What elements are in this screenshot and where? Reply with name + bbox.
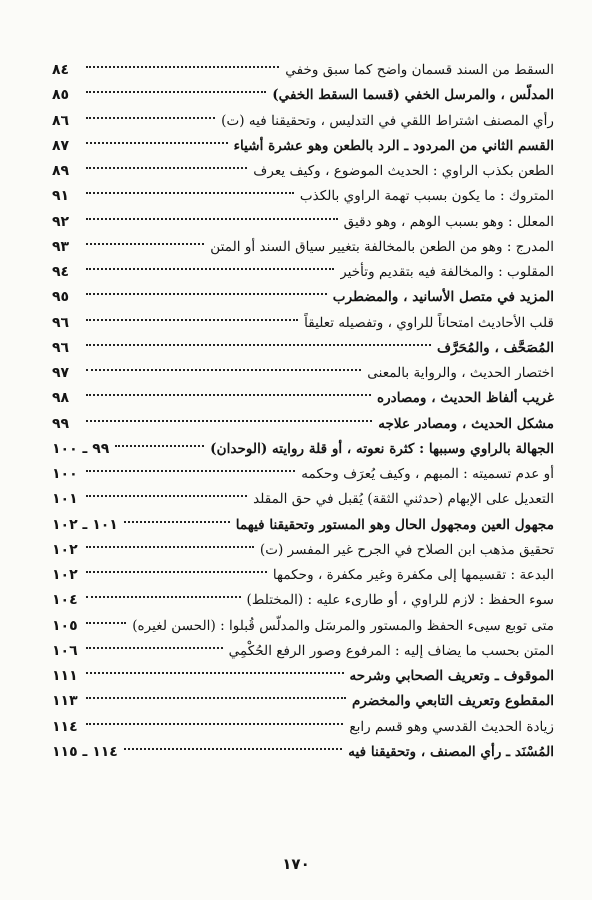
leader-dots xyxy=(86,91,266,93)
toc-entry-page: ٩١ xyxy=(52,188,70,205)
toc-entry-page: ٨٧ xyxy=(52,137,70,154)
toc-entry xyxy=(52,437,554,462)
toc-entry-title: المقطوع وتعريف التابعي والمخضرم xyxy=(351,693,554,710)
toc-entry-page: ٩٩ ـ ١٠٠ xyxy=(52,440,110,457)
toc-entry-title: مشكل الحديث ، ومصادر علاجه xyxy=(378,415,554,432)
leader-dots xyxy=(86,243,204,245)
toc-entry-title: اختصار الحديث ، والرواية بالمعنى xyxy=(367,365,554,381)
toc-entry-page: ٩٨ xyxy=(52,390,70,407)
toc-entry xyxy=(52,58,554,83)
toc-entry xyxy=(52,159,554,184)
toc-entry xyxy=(52,336,554,361)
toc-entry xyxy=(52,134,554,159)
toc-entry-page: ٩٦ xyxy=(52,339,70,356)
toc-entry-title: البدعة : تقسيمها إلى مكفرة وغير مكفرة ، وحكمها xyxy=(272,567,554,583)
toc-entry-title: المتروك : ما يكون بسبب تهمة الراوي بالكذب xyxy=(299,188,554,205)
toc-entry-title: قلب الأحاديث امتحاناً للراوي ، وتفصيله تعليقاً xyxy=(304,314,554,331)
toc-entry xyxy=(52,715,554,740)
toc-entry xyxy=(52,109,554,134)
toc-entry xyxy=(52,412,554,437)
toc-entry-page: ١٠١ ـ ١٠٢ xyxy=(52,516,118,533)
leader-dots xyxy=(86,344,431,346)
leader-dots xyxy=(86,571,267,573)
toc-entry-title: متى توبع سيىء الحفظ والمستور والمرسَل والمدلّس قُبلوا : (الحسن لغيره) xyxy=(132,617,554,634)
toc-entry xyxy=(52,311,554,336)
toc-entry-page: ٩٩ xyxy=(52,415,70,432)
table-of-contents xyxy=(52,58,554,765)
leader-dots xyxy=(86,394,371,396)
leader-dots xyxy=(86,622,126,624)
leader-dots xyxy=(115,445,204,447)
toc-entry-title: التعديل على الإبهام (حدثني الثقة) يُقبل في حق المقلد xyxy=(253,491,554,508)
toc-entry-page: ١٠٦ xyxy=(52,642,78,659)
leader-dots xyxy=(86,672,344,674)
toc-entry xyxy=(52,386,554,411)
leader-dots xyxy=(86,596,241,598)
toc-entry xyxy=(52,285,554,310)
toc-entry-title: المُسْنَد ـ رأي المصنف ، وتحقيقنا فيه xyxy=(348,743,554,760)
toc-entry xyxy=(52,487,554,512)
toc-entry-title: الطعن بكذب الراوي : الحديث الموضوع ، وكيف يعرف xyxy=(253,163,554,179)
toc-entry-title: الجهالة بالراوي وسببها : كثرة نعوته ، أو قلة روايته (الوحدان) xyxy=(210,440,554,457)
leader-dots xyxy=(86,268,334,270)
toc-entry xyxy=(52,588,554,613)
toc-entry-page: ٩٦ xyxy=(52,314,70,331)
toc-entry xyxy=(52,538,554,563)
toc-entry-title: المُصَحَّف ، والمُحَرَّف xyxy=(437,339,554,356)
toc-entry-title: المدلّس ، والمرسل الخفي (قسما السقط الخفي) xyxy=(272,87,554,104)
toc-entry xyxy=(52,83,554,108)
toc-entry-page: ١٠٥ xyxy=(52,617,78,634)
toc-entry xyxy=(52,513,554,538)
leader-dots xyxy=(86,470,295,472)
leader-dots xyxy=(86,697,346,699)
toc-entry-page: ١١٣ xyxy=(52,693,78,710)
toc-entry-title: غريب ألفاظ الحديث ، ومصادره xyxy=(376,390,554,407)
toc-entry-page: ١٠٤ xyxy=(52,592,78,609)
toc-entry-title: زيادة الحديث القدسي وهو قسم رابع xyxy=(349,718,554,735)
toc-entry-page: ١١٤ xyxy=(52,718,78,735)
leader-dots xyxy=(86,167,247,169)
toc-entry-title: رأي المصنف اشتراط اللقي في التدليس ، وتحقيقنا فيه (ت) xyxy=(221,112,554,129)
toc-entry-title: المزيد في متصل الأسانيد ، والمضطرب xyxy=(332,289,554,306)
toc-entry xyxy=(52,235,554,260)
leader-dots xyxy=(86,495,247,497)
toc-entry xyxy=(52,639,554,664)
toc-entry-page: ١٠١ xyxy=(52,491,78,508)
toc-entry xyxy=(52,260,554,285)
toc-entry-page: ١١٤ ـ ١١٥ xyxy=(52,743,118,760)
leader-dots xyxy=(86,66,279,68)
toc-entry-page: ٩٣ xyxy=(52,238,70,255)
toc-entry-page: ٩٧ xyxy=(52,365,70,381)
toc-entry-page: ٩٥ xyxy=(52,289,70,306)
leader-dots xyxy=(86,293,327,295)
leader-dots xyxy=(124,521,230,523)
leader-dots xyxy=(86,218,338,220)
toc-entry-page: ٨٤ xyxy=(52,62,70,78)
toc-entry-title: أو عدم تسميته : المبهم ، وكيف يُعرَف وحكمه xyxy=(301,466,554,482)
leader-dots xyxy=(86,142,228,144)
toc-entry-title: سوء الحفظ : لازم للراوي ، أو طارىء عليه : (المختلط) xyxy=(246,592,554,609)
leader-dots xyxy=(86,420,372,422)
toc-entry xyxy=(52,689,554,714)
toc-entry-page: ١٠٢ xyxy=(52,567,78,583)
leader-dots xyxy=(86,319,298,321)
toc-entry-title: تحقيق مذهب ابن الصلاح في الجرح غير المفسر (ت) xyxy=(259,541,554,558)
toc-entry-page: ٩٤ xyxy=(52,264,70,280)
toc-entry xyxy=(52,210,554,235)
toc-entry-page: ٨٩ xyxy=(52,163,70,179)
toc-entry-page: ٩٢ xyxy=(52,213,70,230)
toc-entry xyxy=(52,740,554,765)
leader-dots xyxy=(86,192,294,194)
toc-entry-page: ٨٥ xyxy=(52,87,70,104)
toc-entry-page: ١٠٢ xyxy=(52,541,78,558)
toc-entry xyxy=(52,614,554,639)
toc-entry-title: المعلل : وهو بسبب الوهم ، وهو دقيق xyxy=(343,213,554,230)
page-number: ١٧٠ xyxy=(282,855,310,873)
toc-entry xyxy=(52,184,554,209)
toc-entry-title: الموقوف ـ وتعريف الصحابي وشرحه xyxy=(349,668,554,684)
leader-dots xyxy=(86,723,343,725)
toc-entry-page: ١٠٠ xyxy=(52,466,78,482)
leader-dots xyxy=(86,369,361,371)
toc-entry xyxy=(52,563,554,588)
leader-dots xyxy=(86,546,254,548)
toc-entry-page: ١١١ xyxy=(52,668,78,684)
toc-entry-title: المتن بحسب ما يضاف إليه : المرفوع وصور الرفع الحُكْمِي xyxy=(228,642,554,659)
toc-entry-title: المدرج : وهو من الطعن بالمخالفة بتغيير سياق السند أو المتن xyxy=(210,238,554,255)
toc-entry-title: مجهول العين ومجهول الحال وهو المستور وتحقيقنا فيهما xyxy=(235,516,554,533)
toc-entry xyxy=(52,462,554,487)
toc-entry-title: السقط من السند قسمان واضح كما سبق وخفي xyxy=(285,62,554,78)
toc-entry xyxy=(52,361,554,386)
toc-entry-title: القسم الثاني من المردود ـ الرد بالطعن وهو عشرة أشياء xyxy=(233,137,554,154)
leader-dots xyxy=(86,117,215,119)
toc-entry-title: المقلوب : والمخالفة فيه بتقديم وتأخير xyxy=(340,264,554,280)
leader-dots xyxy=(124,748,342,750)
toc-entry xyxy=(52,664,554,689)
leader-dots xyxy=(86,647,223,649)
toc-entry-page: ٨٦ xyxy=(52,112,70,129)
